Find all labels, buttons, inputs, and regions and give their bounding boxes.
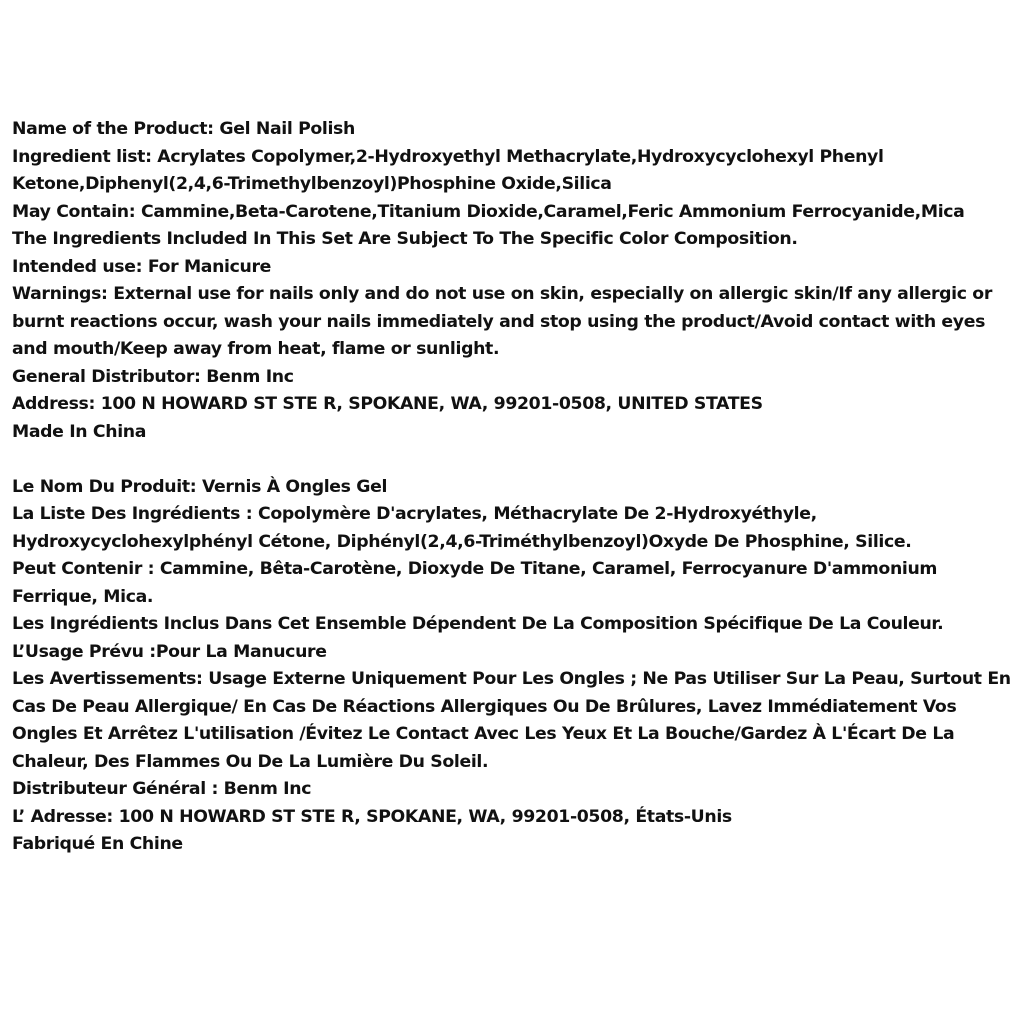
made-in-fr: Fabriqué En Chine [12, 834, 183, 854]
may-contain-en: May Contain: Cammine,Beta-Carotene,Titanium Dioxide,Caramel,Feric Ammonium Ferrocyanide,Mica [12, 201, 965, 222]
product-name-en: Name of the Product: Gel Nail Polish [12, 119, 355, 139]
warnings-en: Warnings: External use for nails only and do not use on skin, especially on allergic skin/If any allergic or burnt reactions occur, wash your nails immediately and stop using the product/Avoid contact with eyes and mouth/Keep away from heat, flame or sunlight. [12, 284, 992, 359]
color-note-fr: Les Ingrédients Inclus Dans Cet Ensemble Dépendent De La Composition Spécifique De La Couleur. [12, 614, 944, 634]
color-note-en: The Ingredients Included In This Set Are Subject To The Specific Color Composition. [12, 229, 798, 249]
product-name-fr: Le Nom Du Produit: Vernis À Ongles Gel [12, 476, 388, 497]
address-en: Address: 100 N HOWARD ST STE R, SPOKANE, WA, 99201-0508, UNITED STATES [12, 394, 763, 414]
intended-use-fr: L’Usage Prévu :Pour La Manucure [12, 641, 327, 662]
may-contain-fr: Peut Contenir : Cammine, Bêta-Carotène, Dioxyde De Titane, Caramel, Ferrocyanure D'ammonium Ferrique, Mica. [12, 559, 938, 607]
section-divider-space [12, 446, 1016, 474]
warnings-fr: Les Avertissements: Usage Externe Uniquement Pour Les Ongles ; Ne Pas Utiliser Sur La Peau, Surtout En Cas De Peau Allergique/ En Cas De Réactions Allergiques Ou De Brûlures, Lavez Immédiatement Vos Ongles Et Arrêtez L'utilisation /Évitez Le Contact Avec Les Yeux Et La Bouche/Gardez À L'Écart De La Chaleur, Des Flammes Ou De La Lumière Du Soleil. [12, 669, 1011, 772]
distributor-fr: Distributeur Général : Benm Inc [12, 779, 312, 799]
distributor-en: General Distributor: Benm Inc [12, 366, 294, 387]
made-in-en: Made In China [12, 421, 147, 442]
french-section [12, 474, 1016, 859]
ingredient-list-fr: La Liste Des Ingrédients : Copolymère D'acrylates, Méthacrylate De 2-Hydroxyéthyle, Hydroxycyclohexylphényl Cétone, Diphényl(2,4,6-Triméthylbenzoyl)Oxyde De Phosphine, Silice. [12, 504, 912, 552]
product-label-text [12, 116, 1016, 859]
ingredient-list-en: Ingredient list: Acrylates Copolymer,2-Hydroxyethyl Methacrylate,Hydroxycyclohexyl Phenyl Ketone,Diphenyl(2,4,6-Trimethylbenzoyl)Phosphine Oxide,Silica [12, 146, 884, 194]
intended-use-en: Intended use: For Manicure [12, 256, 272, 277]
address-fr: L’ Adresse: 100 N HOWARD ST STE R, SPOKANE, WA, 99201-0508, États-Unis [12, 806, 732, 827]
english-section [12, 116, 1016, 446]
